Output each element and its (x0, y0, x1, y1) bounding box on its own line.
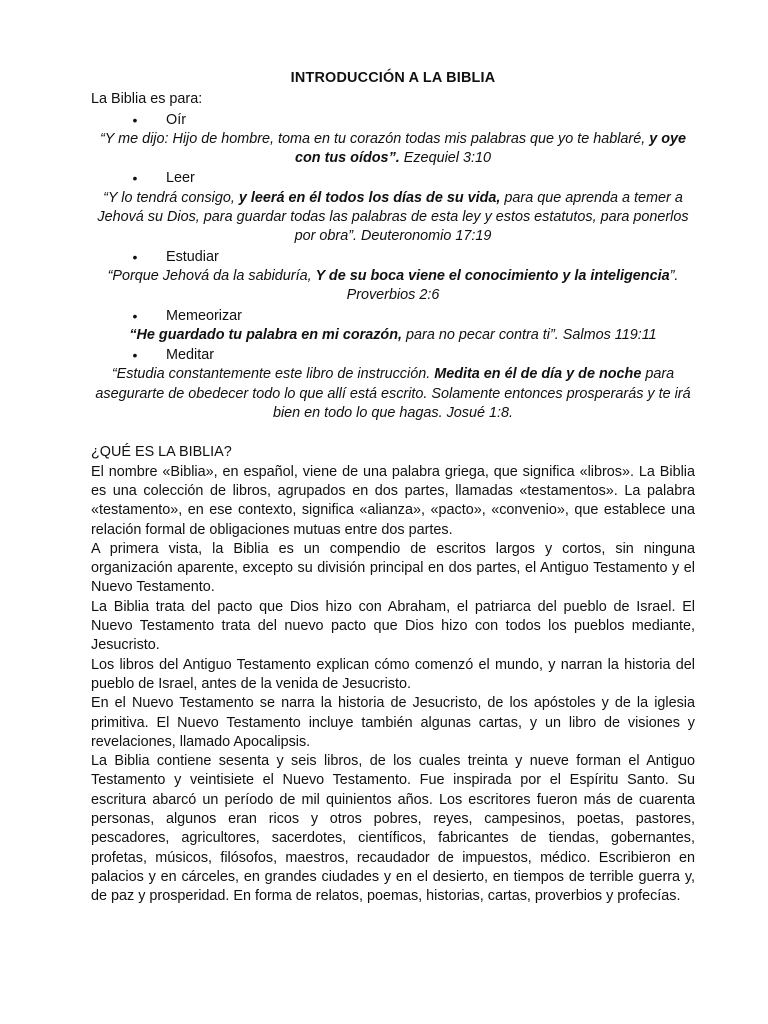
quote-text: para que aprenda a temer a Jehová su Dios, para guardar todas las palabras de esta ley y estos estatutos, para ponerlos por obra”. Deuteronomio 17:19 (97, 189, 689, 245)
quote-text: ”. (388, 150, 404, 167)
quote-text: “Porque Jehová da la sabiduría, (107, 267, 316, 284)
bullet-icon (131, 111, 139, 131)
purpose-item-memorizar (91, 307, 695, 326)
body-paragraph: El nombre «Biblia», en español, viene de una palabra griega, que significa «libros». La Biblia es una colección de libros, agrupados en dos partes, llamadas «testamentos». La palabra «testamento», en ese contexto, significa «alianza», «pacto», «convenio», que establece una relación formal de obligaciones mutuas entre dos partes. (91, 463, 695, 538)
bullet-icon (131, 169, 139, 189)
purpose-quote-leer (91, 189, 695, 247)
body-paragraph: La Biblia contiene sesenta y seis libros, de los cuales treinta y nueve forman el Antiguo Testamento y veintisiete el Nuevo Testamento. Fue inspirada por el Espíritu Santo. Su escritura abarcó un período de mil quinientos años. Los escritores fueron más de cuarenta personas, algunos eran ricos y otros pobres, reyes, campesinos, poetas, pastores, pescadores, agricultores, sacerdotes, científicos, fabricantes de tiendas, gobernantes, profetas, músicos, filósofos, maestros, recaudador de impuestos, médico. Escribieron en palacios y en cárceles, en grandes ciudades y en el desierto, en tiempos de terrible guerra y, de paz y prosperidad. En forma de relatos, poemas, historias, cartas, proverbios y profecías. (91, 753, 695, 905)
purpose-quote-meditar (91, 365, 695, 423)
intro-text: La Biblia es para: (91, 91, 203, 108)
purpose-item-meditar (91, 346, 695, 365)
quote-text: para no pecar contra ti”. Salmos 119:11 (402, 326, 657, 343)
body-paragraph: Los libros del Antiguo Testamento explican cómo comenzó el mundo, y narran la historia del pueblo de Israel, antes de la venida de Jesucristo. (91, 656, 695, 692)
bullet-icon (131, 346, 139, 366)
section-title: ¿QUÉ ES LA BIBLIA? (91, 444, 232, 461)
quote-text: “Y me dijo: Hijo de hombre, toma en tu corazón todas mis palabras que yo te hablaré, (99, 130, 650, 147)
quote-text: para asegurarte de obedecer todo lo que allí está escrito. Solamente entonces prosperarás y te irá bien en todo lo que hagas. Josué 1:8. (95, 366, 691, 422)
purpose-quote-memorizar (91, 326, 695, 345)
quote-emphasis: Medita en él de día y de noche (434, 366, 642, 383)
purpose-quote-estudiar (91, 267, 695, 306)
document-title: INTRODUCCIÓN A LA BIBLIA (290, 70, 496, 86)
quote-emphasis: y oye con tus oídos (295, 130, 687, 167)
quote-reference: ”. Proverbios 2:6 (346, 267, 679, 304)
quote-emphasis: Y de su boca viene el conocimiento y la inteligencia (315, 267, 670, 284)
purpose-label: Leer (166, 170, 195, 187)
purpose-item-oir (91, 111, 695, 130)
bullet-icon (131, 307, 139, 327)
purpose-label: Estudiar (166, 248, 219, 265)
purpose-label: Memeorizar (166, 307, 242, 324)
purpose-quote-oir (91, 130, 695, 169)
purpose-label: Meditar (166, 347, 214, 364)
purpose-item-estudiar (91, 248, 695, 267)
body-paragraph: En el Nuevo Testamento se narra la historia de Jesucristo, de los apóstoles y de la iglesia primitiva. El Nuevo Testamento incluye también algunas cartas, y un libro de visiones y revelaciones, llamado Apocalipsis. (91, 695, 695, 750)
quote-reference: Ezequiel 3:10 (403, 150, 491, 167)
quote-text: “Estudia constantemente este libro de instrucción. (111, 366, 435, 383)
bullet-icon (131, 248, 139, 268)
quote-emphasis: y leerá en él todos los días de su vida, (238, 189, 501, 206)
quote-text: “Y lo tendrá consigo, (103, 189, 239, 206)
document-page (91, 69, 695, 906)
quote-emphasis: “He guardado tu palabra en mi corazón, (129, 326, 403, 343)
purpose-item-leer (91, 169, 695, 188)
body-paragraph: A primera vista, la Biblia es un compendio de escritos largos y cortos, sin ninguna organización aparente, excepto su división principal en dos partes, el Antiguo Testamento y el Nuevo Testamento. (91, 540, 695, 596)
purpose-label: Oír (166, 111, 186, 128)
body-paragraph: La Biblia trata del pacto que Dios hizo con Abraham, el patriarca del pueblo de Israel. El Nuevo Testamento trata del nuevo pacto que Dios hizo con todos los pueblos mediante, Jesucristo. (91, 598, 695, 654)
